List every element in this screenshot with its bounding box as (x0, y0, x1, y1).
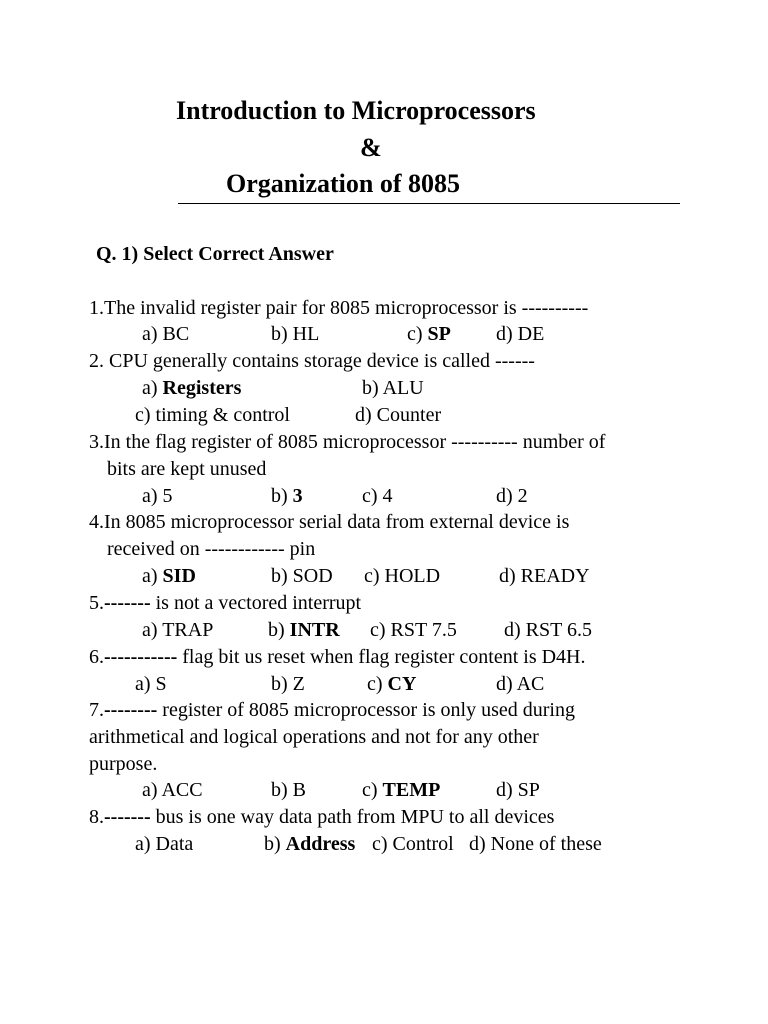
q5-option-c: c) RST 7.5 (370, 619, 457, 641)
q7-option-c: c) TEMP (362, 779, 441, 801)
document-title-ampersand: & (360, 133, 382, 162)
q2-option-c: c) timing & control (135, 404, 290, 426)
q5-option-b: b) INTR (268, 619, 340, 641)
q3-option-c: c) 4 (362, 485, 393, 507)
q5-option-d: d) RST 6.5 (504, 619, 592, 641)
q6-option-d: d) AC (496, 673, 545, 695)
q6-option-b: b) Z (271, 673, 305, 695)
q4-option-a: a) SID (142, 565, 196, 587)
q4-option-c: c) HOLD (364, 565, 441, 587)
q5-option-a: a) TRAP (142, 619, 214, 641)
q3-option-d: d) 2 (496, 485, 528, 507)
q7-option-a: a) ACC (142, 779, 203, 801)
q2-option-b: b) ALU (362, 377, 424, 399)
q1-option-a: a) BC (142, 323, 190, 345)
title-underline (178, 203, 680, 204)
q6-option-a: a) S (135, 673, 167, 695)
question-8-text: 8.------- bus is one way data path from MPU to all devices (89, 806, 555, 828)
question-6-text: 6.----------- flag bit us reset when flag register content is D4H. (89, 646, 586, 668)
q8-option-b: b) Address (264, 833, 356, 855)
section-heading: Q. 1) Select Correct Answer (96, 243, 334, 265)
q1-option-b: b) HL (271, 323, 320, 345)
question-3-text-line2: bits are kept unused (107, 458, 267, 480)
q7-option-d: d) SP (496, 779, 540, 801)
question-7-text-line1: 7.-------- register of 8085 microprocessor is only used during (89, 699, 575, 721)
q1-option-c: c) SP (407, 323, 451, 345)
question-3-text-line1: 3.In the flag register of 8085 microprocessor ---------- number of (89, 431, 606, 453)
q8-option-d: d) None of these (469, 833, 602, 855)
question-2-text: 2. CPU generally contains storage device is called ------ (89, 350, 535, 372)
q2-option-a: a) Registers (142, 377, 242, 399)
question-7-text-line3: purpose. (89, 753, 158, 775)
q6-option-c: c) CY (367, 673, 417, 695)
q3-option-b: b) 3 (271, 485, 303, 507)
q7-option-b: b) B (271, 779, 307, 801)
q1-option-d: d) DE (496, 323, 545, 345)
question-5-text: 5.------- is not a vectored interrupt (89, 592, 362, 614)
q2-option-d: d) Counter (355, 404, 442, 426)
document-title-line1: Introduction to Microprocessors (176, 96, 536, 125)
question-4-text-line2: received on ------------ pin (107, 538, 316, 560)
q3-option-a: a) 5 (142, 485, 173, 507)
q4-option-d: d) READY (499, 565, 590, 587)
q4-option-b: b) SOD (271, 565, 333, 587)
question-1-text: 1.The invalid register pair for 8085 microprocessor is ---------- (89, 297, 589, 319)
q8-option-a: a) Data (135, 833, 194, 855)
question-7-text-line2: arithmetical and logical operations and not for any other (89, 726, 539, 748)
document-title-line3: Organization of 8085 (226, 169, 460, 198)
q8-option-c: c) Control (372, 833, 454, 855)
question-4-text-line1: 4.In 8085 microprocessor serial data from external device is (89, 511, 570, 533)
